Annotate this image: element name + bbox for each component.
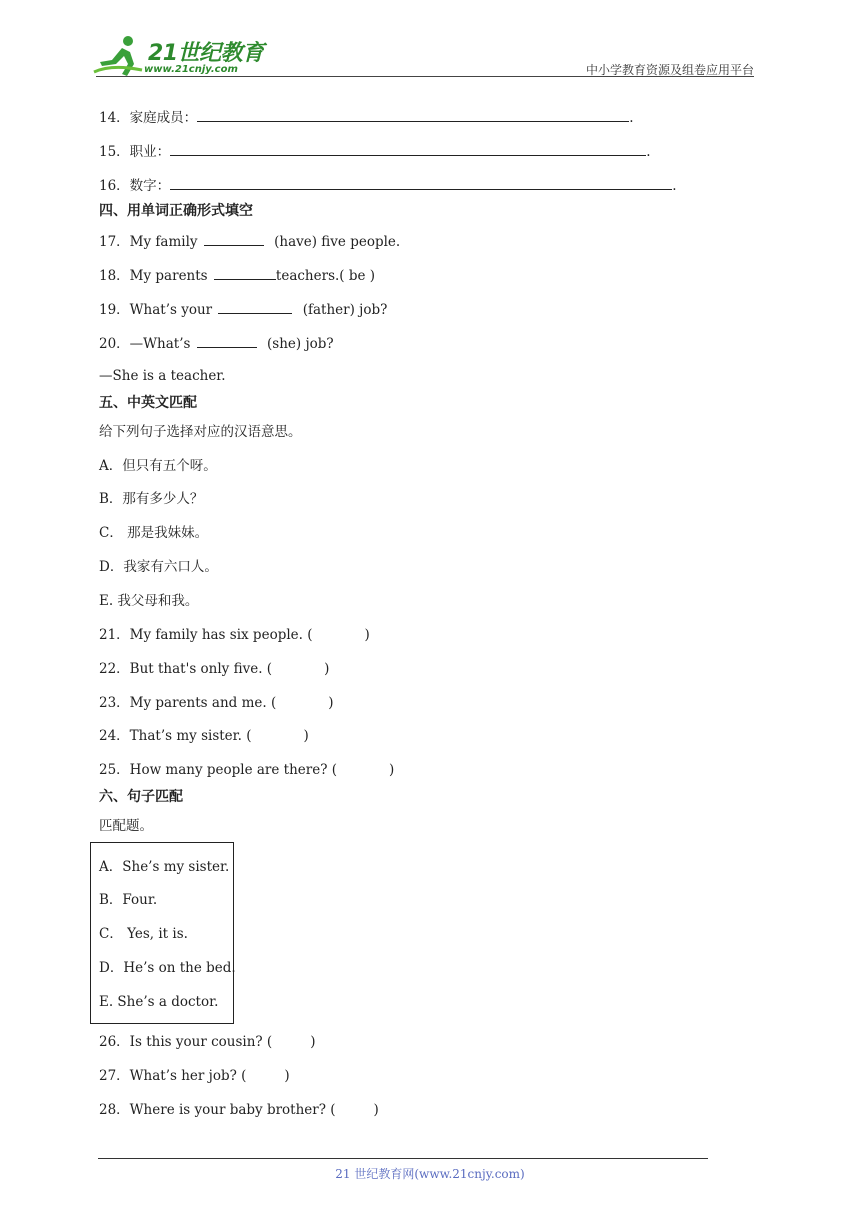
footer-divider	[98, 1158, 708, 1159]
option-e: E. She’s a doctor.	[99, 994, 219, 1010]
answer-blank[interactable]	[197, 107, 629, 122]
answer-blank[interactable]	[197, 333, 257, 348]
option-c: C． Yes, it is.	[99, 926, 188, 942]
option-b: B．那有多少人？	[99, 491, 204, 507]
option-c: C． 那是我妹妹。	[99, 525, 209, 541]
option-b: B．Four.	[99, 892, 158, 908]
question-20-answer: —She is a teacher.	[99, 368, 226, 384]
question-28: 28．Where is your baby brother? ( )	[99, 1102, 379, 1118]
question-23: 23．My parents and me. ( )	[99, 695, 334, 711]
question-15: 15．职业： .	[99, 141, 650, 161]
question-14: 14．家庭成员： .	[99, 107, 633, 127]
question-17: 17．My family (have) five people.	[99, 231, 400, 251]
question-26: 26．Is this your cousin? ( )	[99, 1034, 316, 1050]
question-21: 21．My family has six people. ( )	[99, 627, 370, 643]
answer-blank[interactable]	[170, 175, 672, 190]
answer-blank[interactable]	[218, 299, 292, 314]
option-e: E. 我父母和我。	[99, 593, 199, 609]
question-label: 14．家庭成员：	[99, 110, 198, 126]
header-divider	[96, 76, 754, 77]
option-a: A．She’s my sister.	[99, 859, 230, 875]
question-19: 19．What’s your (father) job?	[99, 299, 387, 319]
option-d: D．He’s on the bed.	[99, 960, 236, 976]
section-6-instruction: 匹配题。	[99, 818, 153, 834]
footer-link[interactable]: 21 世纪教育网(www.21cnjy.com)	[335, 1167, 525, 1181]
answer-blank[interactable]	[170, 141, 646, 156]
logo-text: 21世纪教育	[148, 41, 264, 66]
section-6-title: 六、句子匹配	[99, 789, 183, 805]
question-24: 24．That’s my sister. ( )	[99, 728, 309, 744]
section-5-title: 五、中英文匹配	[99, 395, 197, 411]
site-logo	[92, 34, 262, 78]
question-22: 22．But that's only five. ( )	[99, 661, 330, 677]
question-18: 18．My parents teachers.( be )	[99, 265, 375, 285]
section-4-title: 四、用单词正确形式填空	[99, 203, 253, 219]
question-16: 16．数字： .	[99, 175, 676, 195]
answer-blank[interactable]	[214, 265, 276, 280]
question-label: 15．职业：	[99, 144, 171, 160]
question-label: 16．数字：	[99, 178, 171, 194]
question-27: 27．What’s her job? ( )	[99, 1068, 290, 1084]
runner-logo-icon	[92, 34, 146, 78]
question-20: 20．—What’s (she) job?	[99, 333, 334, 353]
answer-blank[interactable]	[204, 231, 264, 246]
logo-subtext: www.21cnjy.com	[144, 64, 238, 75]
option-a: A．但只有五个呀。	[99, 458, 217, 474]
option-d: D．我家有六口人。	[99, 559, 218, 575]
platform-name: 中小学教育资源及组卷应用平台	[585, 63, 754, 77]
section-5-instruction: 给下列句子选择对应的汉语意思。	[99, 424, 302, 440]
question-25: 25．How many people are there? ( )	[99, 762, 395, 778]
